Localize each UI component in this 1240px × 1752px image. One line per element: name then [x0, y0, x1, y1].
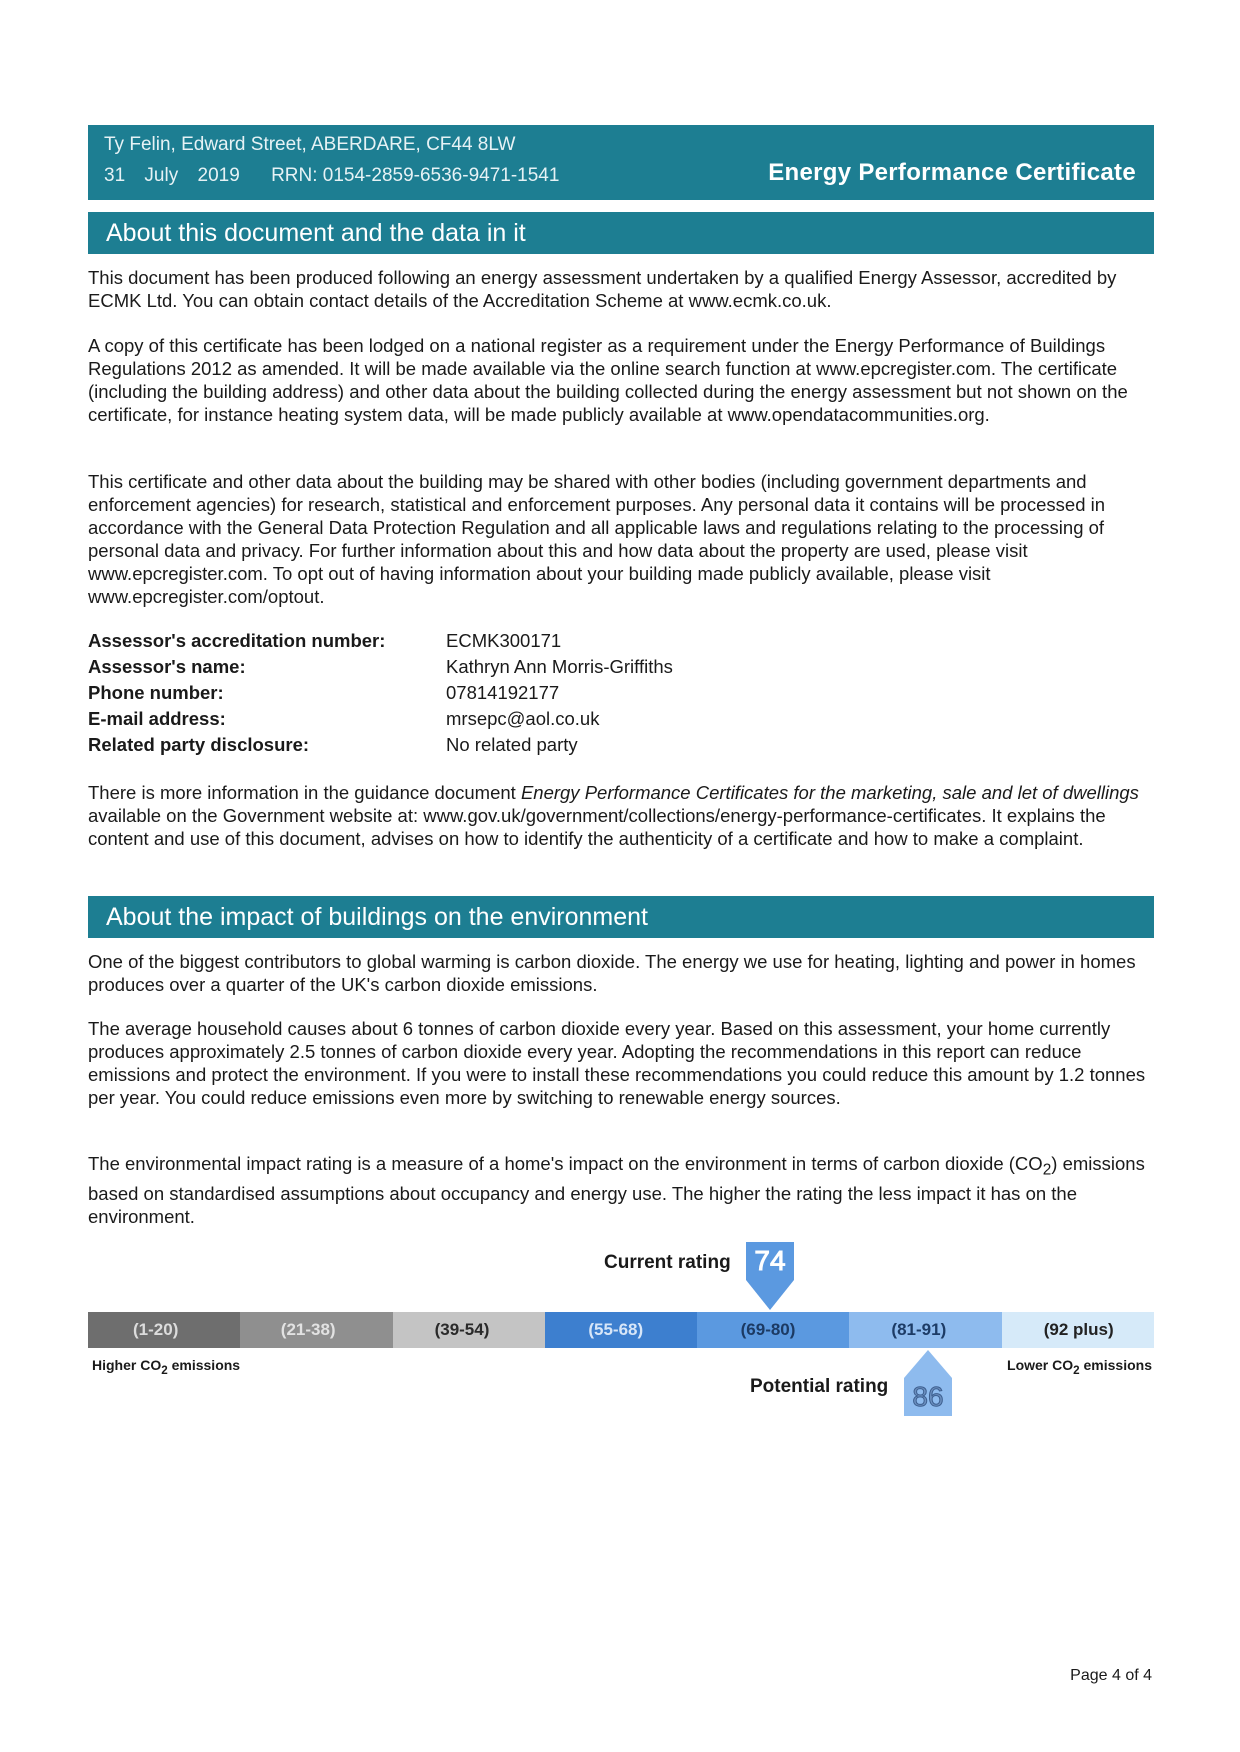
- band-f: [240, 1312, 392, 1348]
- assessor-name-label: Assessor's name:: [88, 656, 246, 677]
- environment-paragraph-3: [88, 1152, 1158, 1228]
- potential-rating-label: Potential rating: [750, 1376, 889, 1397]
- info-row: [88, 732, 673, 758]
- info-row: [88, 706, 673, 732]
- band-letter: D: [554, 1314, 575, 1345]
- band-range: (55-68): [588, 1320, 644, 1339]
- info-row: [88, 680, 673, 706]
- environmental-rating-scale: [88, 1312, 1154, 1348]
- band-g: [88, 1312, 240, 1348]
- assessor-details: [88, 628, 673, 758]
- guidance-prefix: There is more information in the guidance document: [88, 782, 521, 803]
- lower-sub: 2: [1073, 1363, 1080, 1377]
- assessor-name-value: Kathryn Ann Morris-Griffiths: [446, 656, 673, 677]
- band-range: (39-54): [434, 1320, 490, 1339]
- potential-rating-pointer: [904, 1350, 952, 1378]
- lower-suffix: emissions: [1079, 1357, 1152, 1373]
- band-a: [1002, 1312, 1154, 1348]
- property-address: Ty Felin, Edward Street, ABERDARE, CF44 8LW: [104, 134, 516, 155]
- rrn-number: RRN: 0154-2859-6536-9471-1541: [271, 165, 560, 186]
- higher-prefix: Higher CO: [92, 1357, 162, 1373]
- info-row: [88, 628, 673, 654]
- band-range: (1-20): [133, 1320, 179, 1339]
- phone-label: Phone number:: [88, 682, 224, 703]
- current-rating-value: 74: [746, 1242, 794, 1280]
- about-document-paragraph-3: This certificate and other data about the building may be shared with other bodies (including government departments and enforcement agencies) for research, statistical and enforcement purposes. Any personal data it contains will be processed in accordance with the General Data Protection Regulation and all applicable laws and regulations relating to the processing of personal data and privacy. For further information about this and how data about the property are used, please visit www.epcregister.com. To opt out of having information about your building made publicly available, please visit www.epcregister.com/optout.: [88, 471, 1106, 607]
- band-e: [393, 1312, 545, 1348]
- guidance-paragraph: [88, 781, 1158, 850]
- co2-subscript: 2: [1042, 1161, 1052, 1179]
- accreditation-label: Assessor's accreditation number:: [88, 630, 386, 651]
- env-para3-part-a: The environmental impact rating is a measure of a home's impact on the environment in terms of carbon dioxide (CO: [88, 1153, 1043, 1174]
- higher-suffix: emissions: [167, 1357, 241, 1373]
- disclosure-value: No related party: [446, 734, 578, 755]
- page-number: Page 4 of 4: [1070, 1667, 1152, 1684]
- lower-emissions-note: [1007, 1357, 1152, 1377]
- email-label: E-mail address:: [88, 708, 226, 729]
- date-day: 31: [104, 165, 126, 186]
- band-range: (69-80): [740, 1320, 796, 1339]
- lower-prefix: Lower CO: [1007, 1357, 1074, 1373]
- date-month: July: [144, 165, 179, 186]
- band-range: (92 plus): [1043, 1320, 1114, 1339]
- section-heading-about-document: About this document and the data in it: [88, 212, 1154, 254]
- band-letter: B: [859, 1314, 878, 1345]
- band-d: [545, 1312, 697, 1348]
- guidance-document-title: Energy Performance Certificates for the marketing, sale and let of dwellings: [520, 782, 1139, 803]
- env-para3-part-b: ) emissions based on standardised assumptions about occupancy and energy use. The higher the rating the less impact it has on the environment.: [88, 1153, 1145, 1227]
- band-letter: G: [98, 1314, 120, 1345]
- potential-rating-value: 86: [904, 1378, 952, 1416]
- environment-paragraph-2: The average household causes about 6 tonnes of carbon dioxide every year. Based on this assessment, your home currently produces approximately 2.5 tonnes of carbon dioxide every year. Adopting the recommendations in this report can reduce emissions and protect the environment. If you were to install these recommendations you could reduce this amount by 1.2 tonnes per year. You could reduce emissions even more by switching to renewable energy sources.: [88, 1018, 1146, 1108]
- about-document-paragraph-2: A copy of this certificate has been lodged on a national register as a requirement under the Energy Performance of Buildings Regulations 2012 as amended. It will be made available via the online search function at www.epcregister.com. The certificate (including the building address) and other data about the building collected during the energy assessment but not shown on the certificate, for instance heating system data, will be made publicly available at www.opendatacommunities.org.: [88, 335, 1128, 425]
- band-range: (21-38): [280, 1320, 336, 1339]
- higher-sub: 2: [161, 1363, 168, 1377]
- phone-value: 07814192177: [446, 682, 560, 703]
- certificate-title: Energy Performance Certificate: [768, 159, 1136, 186]
- accreditation-value: ECMK300171: [446, 630, 562, 651]
- info-row: [88, 654, 673, 680]
- date-year: 2019: [197, 165, 240, 186]
- current-rating-label: Current rating: [604, 1252, 731, 1273]
- section-heading-about-environment: About the impact of buildings on the environment: [88, 896, 1154, 938]
- band-letter: A: [1011, 1314, 1030, 1345]
- disclosure-label: Related party disclosure:: [88, 734, 310, 755]
- band-c: [697, 1312, 849, 1348]
- certificate-header: [88, 125, 1154, 200]
- date-rrn-line: [104, 165, 573, 187]
- band-letter: E: [402, 1314, 421, 1345]
- email-value: mrsepc@aol.co.uk: [446, 708, 600, 729]
- higher-emissions-note: [92, 1357, 240, 1377]
- environment-paragraph-1: One of the biggest contributors to global warming is carbon dioxide. The energy we use for heating, lighting and power in homes produces over a quarter of the UK's carbon dioxide emissions.: [88, 951, 1136, 995]
- band-range: (81-91): [891, 1320, 947, 1339]
- current-rating-pointer: [746, 1280, 794, 1310]
- about-document-paragraph-1: This document has been produced following an energy assessment undertaken by a qualified Energy Assessor, accredited by ECMK Ltd. You can obtain contact details of the Accreditation Scheme at www.ecmk.co.uk.: [88, 267, 1117, 311]
- guidance-suffix: available on the Government website at: www.gov.uk/government/collections/energy-performance-certificates. It explains the content and use of this document, advises on how to identify the authenticity of a certificate and how to make a complaint.: [88, 805, 1106, 849]
- band-b: [849, 1312, 1001, 1348]
- band-letter: C: [707, 1314, 727, 1345]
- band-letter: F: [250, 1314, 267, 1345]
